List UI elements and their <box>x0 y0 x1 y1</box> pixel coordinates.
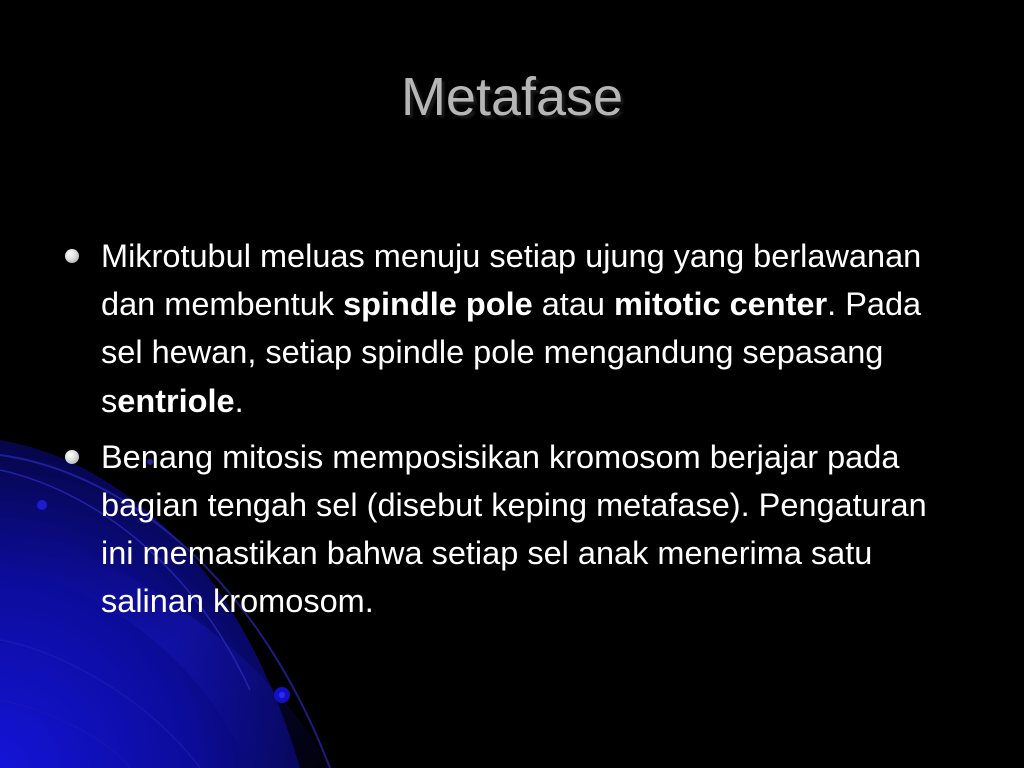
text-segment: . <box>234 382 244 419</box>
slide-title: Metafase <box>400 67 624 127</box>
text-segment: Benang mitosis memposisikan kromosom berjajar pada bagian tengah sel (disebut keping metafase). Pengaturan ini memastikan bahwa setiap sel anak menerima satu salinan kromosom. <box>101 438 927 620</box>
text-segment: Mikrotubul meluas menuju setiap ujung yang berlawanan dan membentuk <box>101 238 922 323</box>
bullet-item <box>62 232 962 425</box>
bullet-list <box>62 232 962 634</box>
bold-term: mitotic center <box>614 286 828 323</box>
bold-term: spindle pole <box>343 286 533 323</box>
round-bullet-icon <box>65 450 79 464</box>
round-bullet-icon <box>65 249 79 263</box>
text-segment: . Pada sel hewan, setiap spindle pole mengandung sepasang s <box>101 286 922 419</box>
bullet-item <box>62 433 962 626</box>
text-segment: atau <box>532 286 615 323</box>
bullet-text <box>101 238 921 419</box>
bold-term: entriole <box>117 382 235 419</box>
bullet-text <box>101 439 927 620</box>
